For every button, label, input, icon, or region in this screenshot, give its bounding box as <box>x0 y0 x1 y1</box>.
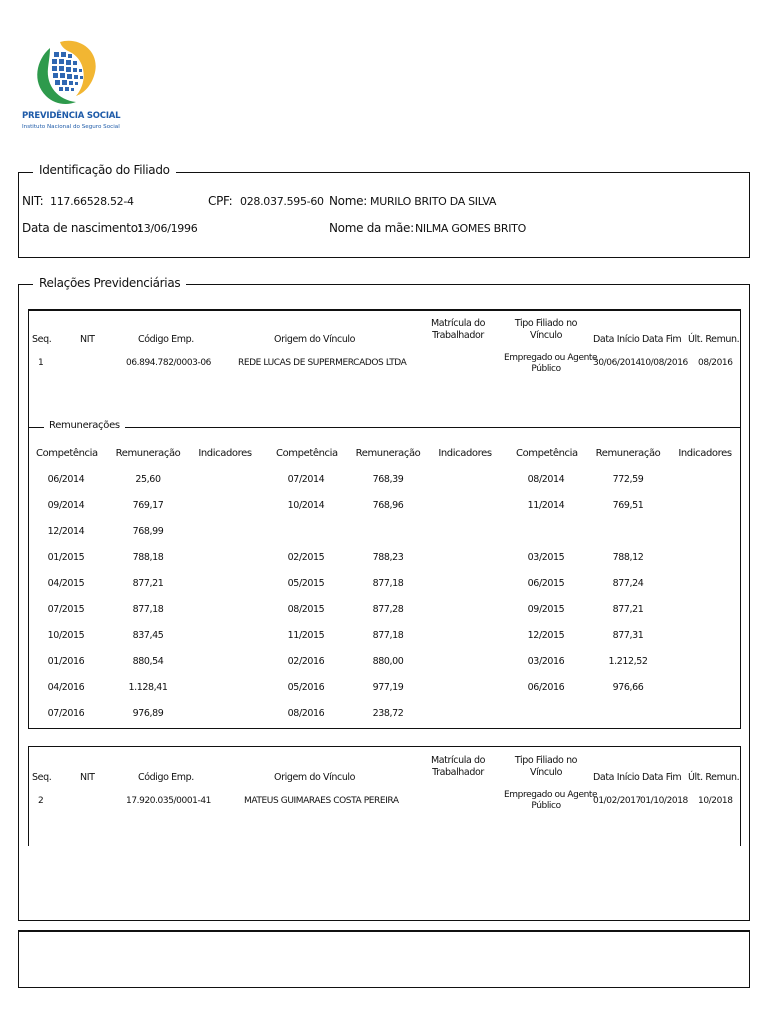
remuneracao-competencia: 05/2015 <box>287 578 325 589</box>
logo-subtitle: Instituto Nacional do Seguro Social <box>22 124 120 130</box>
nascimento-label: Data de nascimento: <box>22 221 142 235</box>
vinculo-2-seq: 2 <box>38 796 44 806</box>
remuneracao-competencia: 07/2015 <box>47 604 85 615</box>
remuneracoes-header-competencia: Competência <box>36 448 98 459</box>
remuneracao-valor: 768,99 <box>132 526 164 537</box>
remuneracoes-header-remuneracao: Remuneração <box>355 448 421 459</box>
remuneracao-competencia: 01/2016 <box>47 656 85 667</box>
header-data-fim-2: Data Fim <box>642 772 682 783</box>
remuneracao-competencia: 10/2014 <box>287 500 325 511</box>
remuneracao-competencia: 07/2014 <box>287 474 325 485</box>
header-seq: Seq. <box>32 334 52 345</box>
vinculo-1-origem: REDE LUCAS DE SUPERMERCADOS LTDA <box>238 358 407 368</box>
remuneracao-valor: 880,00 <box>372 656 404 667</box>
header-codigo-2: Código Emp. <box>138 772 194 783</box>
remuneracao-valor: 768,96 <box>372 500 404 511</box>
header-tipo-1: Tipo Filiado no <box>514 318 578 329</box>
remuneracoes-rule <box>28 427 741 428</box>
logo-name: PREVIDÊNCIA SOCIAL <box>22 111 121 121</box>
header-matricula-2: Trabalhador <box>432 330 484 341</box>
remuneracao-valor: 837,45 <box>132 630 164 641</box>
vinculo-2-origem: MATEUS GUIMARAES COSTA PEREIRA <box>244 796 399 806</box>
header-tipo-2col-1: Tipo Filiado no <box>514 755 578 766</box>
vinculo-1-codigo: 06.894.782/0003-06 <box>126 358 211 368</box>
remuneracao-competencia: 12/2014 <box>47 526 85 537</box>
remuneracao-competencia: 02/2016 <box>287 656 325 667</box>
cpf-value: 028.037.595-60 <box>240 195 324 208</box>
remuneracao-valor: 877,28 <box>372 604 404 615</box>
header-codigo: Código Emp. <box>138 334 194 345</box>
footer-box <box>18 930 750 988</box>
remuneracao-valor: 877,18 <box>132 604 164 615</box>
identificacao-legend: Identificação do Filiado <box>33 163 176 177</box>
vinculo-1-data-inicio: 30/06/2014 <box>593 358 641 368</box>
header-data-inicio: Data Início <box>593 334 640 345</box>
vinculo-1-data-fim: 10/08/2016 <box>640 358 688 368</box>
header-tipo-2: Vínculo <box>529 330 563 341</box>
remuneracao-competencia: 12/2015 <box>527 630 565 641</box>
remuneracao-valor: 1.128,41 <box>128 682 168 693</box>
mae-label: Nome da mãe: <box>329 221 414 235</box>
vinculo-2-codigo: 17.920.035/0001-41 <box>126 796 211 806</box>
remuneracao-competencia: 11/2014 <box>527 500 565 511</box>
remuneracao-competencia: 09/2014 <box>47 500 85 511</box>
remuneracao-competencia: 08/2015 <box>287 604 325 615</box>
remuneracao-valor: 769,17 <box>132 500 164 511</box>
remuneracao-competencia: 09/2015 <box>527 604 565 615</box>
remuneracao-competencia: 06/2015 <box>527 578 565 589</box>
nit-value: 117.66528.52-4 <box>50 195 134 208</box>
remuneracao-valor: 976,66 <box>612 682 644 693</box>
remuneracao-valor: 769,51 <box>612 500 644 511</box>
remuneracoes-header-indicadores: Indicadores <box>678 448 732 459</box>
remuneracao-competencia: 08/2014 <box>527 474 565 485</box>
remuneracao-valor: 772,59 <box>612 474 644 485</box>
remuneracao-valor: 877,21 <box>612 604 644 615</box>
remuneracao-competencia: 04/2015 <box>47 578 85 589</box>
remuneracao-valor: 25,60 <box>135 474 161 485</box>
remuneracao-competencia: 08/2016 <box>287 708 325 719</box>
remuneracao-competencia: 03/2016 <box>527 656 565 667</box>
nome-value: MURILO BRITO DA SILVA <box>370 195 497 208</box>
remuneracoes-header-remuneracao: Remuneração <box>115 448 181 459</box>
identificacao-box <box>18 172 750 258</box>
remuneracao-competencia: 01/2015 <box>47 552 85 563</box>
remuneracao-valor: 877,31 <box>612 630 644 641</box>
header-matricula-2col <box>428 755 488 779</box>
remuneracao-valor: 788,18 <box>132 552 164 563</box>
remuneracoes-header-competencia: Competência <box>516 448 578 459</box>
cpf-label: CPF: <box>208 194 233 208</box>
remuneracao-competencia: 03/2015 <box>527 552 565 563</box>
nascimento-value: 13/06/1996 <box>137 222 198 235</box>
remuneracao-competencia: 11/2015 <box>287 630 325 641</box>
vinculo-1-tipo-2: Público <box>531 364 561 374</box>
remuneracao-valor: 877,18 <box>372 630 404 641</box>
relacoes-legend: Relações Previdenciárias <box>33 276 186 290</box>
vinculo-1-tipo-1: Empregado ou Agente <box>504 353 598 363</box>
vinculo-1-ult-remun: 08/2016 <box>698 358 733 368</box>
remuneracao-valor: 877,24 <box>612 578 644 589</box>
header-tipo-2col <box>508 755 584 779</box>
remuneracoes-header-indicadores: Indicadores <box>198 448 252 459</box>
remuneracao-valor: 788,12 <box>612 552 644 563</box>
nome-label: Nome: <box>329 194 367 208</box>
vinculo-2-data-fim: 01/10/2018 <box>640 796 688 806</box>
header-data-fim: Data Fim <box>642 334 682 345</box>
remuneracao-valor: 977,19 <box>372 682 404 693</box>
vinculo-2-data-inicio: 01/02/2017 <box>593 796 641 806</box>
vinculo-1-tipo <box>504 353 598 375</box>
header-nit: NIT <box>80 334 95 345</box>
header-origem: Origem do Vínculo <box>274 334 356 345</box>
remuneracao-valor: 238,72 <box>372 708 404 719</box>
vinculo-2-tipo-1: Empregado ou Agente <box>504 790 598 800</box>
remuneracoes-header-remuneracao: Remuneração <box>595 448 661 459</box>
vinculo-2-ult-remun: 10/2018 <box>698 796 733 806</box>
header-tipo-2col-2: Vínculo <box>529 767 563 778</box>
remuneracao-competencia: 05/2016 <box>287 682 325 693</box>
remuneracao-competencia: 02/2015 <box>287 552 325 563</box>
nit-label: NIT: <box>22 194 44 208</box>
remuneracao-valor: 877,21 <box>132 578 164 589</box>
remuneracao-valor: 788,23 <box>372 552 404 563</box>
remuneracao-competencia: 10/2015 <box>47 630 85 641</box>
header-origem-2: Origem do Vínculo <box>274 772 356 783</box>
remuneracao-competencia: 06/2014 <box>47 474 85 485</box>
mae-value: NILMA GOMES BRITO <box>415 222 526 235</box>
header-seq-2: Seq. <box>32 772 52 783</box>
header-nit-2: NIT <box>80 772 95 783</box>
remuneracoes-header-competencia: Competência <box>276 448 338 459</box>
remuneracoes-grid <box>28 444 741 724</box>
remuneracao-valor: 880,54 <box>132 656 164 667</box>
header-matricula-1: Matrícula do <box>430 318 486 329</box>
previdencia-logo <box>20 38 120 143</box>
remuneracoes-header-indicadores: Indicadores <box>438 448 492 459</box>
remuneracao-valor: 976,89 <box>132 708 164 719</box>
remuneracao-competencia: 04/2016 <box>47 682 85 693</box>
remuneracao-valor: 877,18 <box>372 578 404 589</box>
header-tipo <box>508 318 584 342</box>
vinculo-1-seq: 1 <box>38 358 44 368</box>
remuneracao-valor: 1.212,52 <box>608 656 648 667</box>
remuneracao-valor: 768,39 <box>372 474 404 485</box>
header-data-inicio-2: Data Início <box>593 772 640 783</box>
vinculo-2-tipo-2: Público <box>531 801 561 811</box>
vinculo-2-tipo <box>504 790 598 812</box>
header-matricula-2col-1: Matrícula do <box>430 755 486 766</box>
header-matricula <box>428 318 488 342</box>
header-matricula-2col-2: Trabalhador <box>432 767 484 778</box>
remuneracao-competencia: 07/2016 <box>47 708 85 719</box>
remuneracoes-legend: Remunerações <box>44 420 125 431</box>
header-ult-remun-2: Últ. Remun. <box>688 772 740 783</box>
header-ult-remun: Últ. Remun. <box>688 334 740 345</box>
remuneracao-competencia: 06/2016 <box>527 682 565 693</box>
previdencia-logo-icon <box>32 38 108 108</box>
